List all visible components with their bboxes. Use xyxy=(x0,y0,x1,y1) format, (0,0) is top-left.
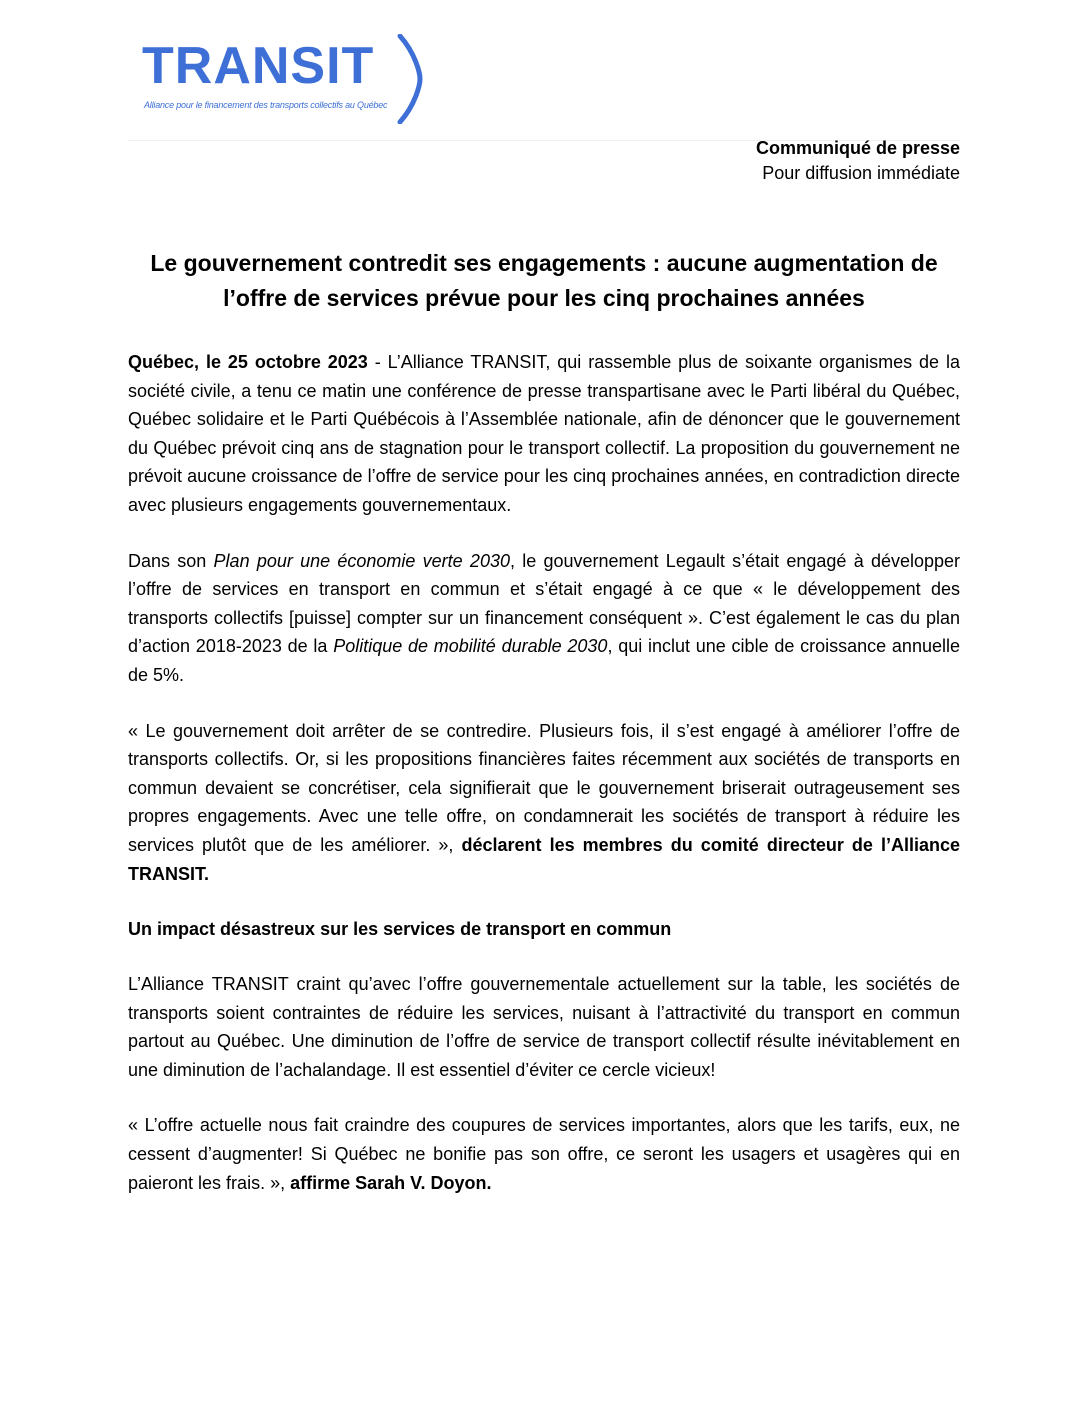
paragraph-1 xyxy=(128,348,960,520)
paragraph-2-text-b: , le gouvernement Legault s’était engagé à développer l’offre de services en transport en commun et s’était engagé à ce que « le développement des transports collectifs [puisse] compter sur un financement conséquent ». C’est également le cas du plan d’action 2018-2023 de la xyxy=(128,550,961,657)
logo-wordmark: TRANSIT xyxy=(142,37,375,95)
paragraph-2-text-c: , qui inclut une cible de croissance annuelle de 5%. xyxy=(128,636,960,685)
article-body xyxy=(128,348,960,1224)
paragraph-4: L’Alliance TRANSIT craint qu’avec l’offre gouvernementale actuellement sur la table, les sociétés de transports soient contraintes de réduire les services, nuisant à l’attractivité du transport en commun partout au Québec. Une diminution de l’offre de service de transport collectif résulte inévitablement en une diminution de l’achalandage. Il est essentiel d’éviter ce cercle vicieux! xyxy=(128,974,960,1080)
page-title: Le gouvernement contredit ses engagements : aucune augmentation de l’offre de services prévue pour les cinq prochaines années xyxy=(150,250,938,311)
quote-2: « L’offre actuelle nous fait craindre des coupures de services importantes, alors que les tarifs, eux, ne cessent d’augmenter! Si Québec ne bonifie pas son offre, ce seront les usagers et usagères qui en paieront les frais. », xyxy=(128,1115,960,1193)
press-release-note: Pour diffusion immédiate xyxy=(762,163,960,183)
paragraph-2-text-a: Dans son xyxy=(128,550,214,571)
paragraph-3 xyxy=(128,717,960,889)
quote-1-attribution: déclarent les membres du comité directeur de l’Alliance TRANSIT. xyxy=(128,834,960,884)
logo-chevron-icon xyxy=(396,34,424,124)
dateline: Québec, le 25 octobre 2023 xyxy=(128,352,368,372)
press-header xyxy=(756,136,960,186)
press-kind: Communiqué de presse xyxy=(755,138,960,158)
paragraph-1-text: - L’Alliance TRANSIT, qui rassemble plus de soixante organismes de la société civile, a tenu ce matin une conférence de presse transpartisane avec le Parti libéral du Québec, Québec solidaire et le Parti Québécois à l’Assemblée nationale, afin de dénoncer que le gouvernement du Québec prévoit cinq ans de stagnation pour le transport collectif. La proposition du gouvernement ne prévoit aucune croissance de l’offre de service pour les cinq prochaines années, en contradiction directe avec plusieurs engagements gouvernementaux. xyxy=(128,352,960,515)
section-subheading: Un impact désastreux sur les services de transport en commun xyxy=(128,919,672,940)
paragraph-2 xyxy=(128,547,960,690)
policy-title: Politique de mobilité durable 2030 xyxy=(333,636,608,657)
quote-2-attribution: affirme Sarah V. Doyon. xyxy=(290,1172,492,1193)
plan-title: Plan pour une économie verte 2030 xyxy=(213,550,510,571)
transit-logo xyxy=(140,34,430,126)
logo-tagline: Alliance pour le financement des transports collectifs au Québec xyxy=(144,100,388,110)
paragraph-5 xyxy=(128,1111,960,1197)
quote-1: « Le gouvernement doit arrêter de se contredire. Plusieurs fois, il s’est engagé à améliorer l’offre de transports collectifs. Or, si les propositions financières faites récemment aux sociétés de transports en commun devaient se concrétiser, cela signifierait que le gouvernement briserait outrageusement ses propres engagements. Avec une telle offre, on condamnerait les sociétés de transport à réduire les services plutôt que de les améliorer. », xyxy=(128,720,960,855)
